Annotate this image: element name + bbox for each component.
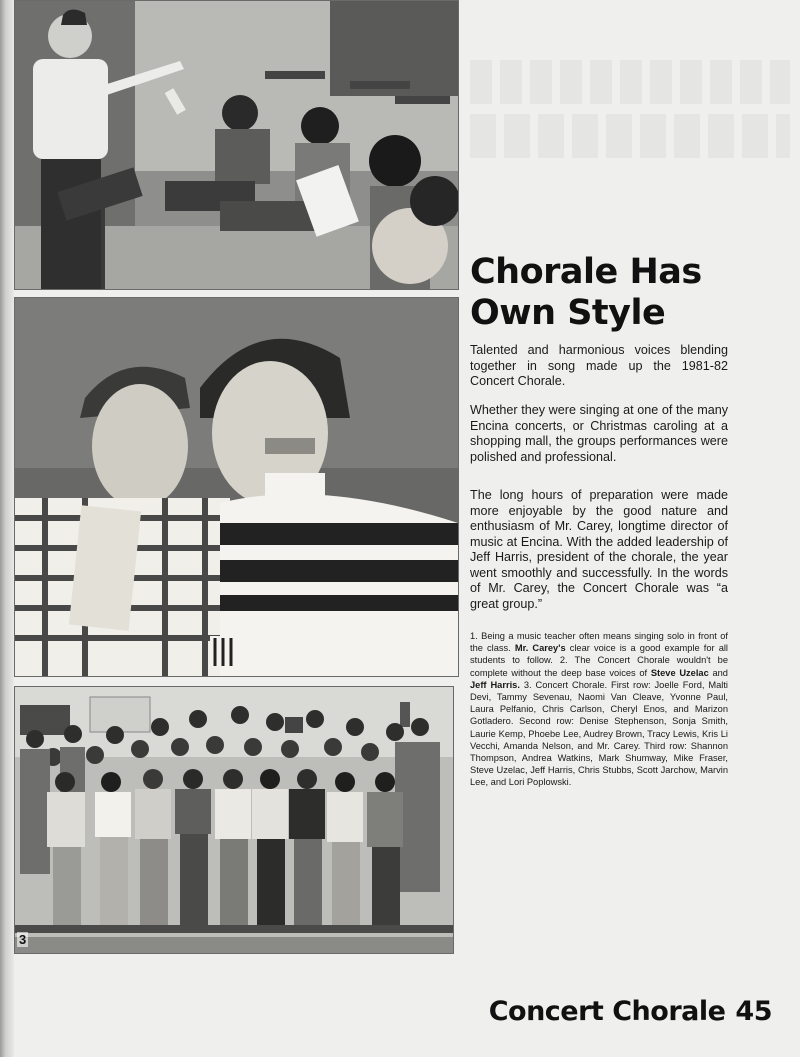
bleed-through-text — [470, 60, 790, 158]
body-paragraph-3: The long hours of preparation were made more enjoyable by the good nature and enthusiasm of Mr. Carey, longtime director of music at Encina. With the added leadership of Jeff Harris, president of the chorale, the year went smoothly and successfully. In the words of Mr. Carey, the Concert Chorale was “a great group.” — [470, 488, 728, 611]
headline-line-1: Chorale Has — [470, 252, 702, 292]
caption-part-2: clear voice is a good example for all students to follow. 2. The Concert Chorale wouldn't be complete without the deep base voices of — [470, 643, 729, 678]
footer-section-title: Concert Chorale — [488, 996, 726, 1027]
page-number: 45 — [735, 996, 772, 1027]
body-paragraph-2: Whether they were singing at one of the many Encina concerts, or Christmas caroling at a shopping mall, the groups performances were polished and professional. — [470, 403, 728, 464]
photo-number-label: 3 — [19, 932, 27, 947]
caption-name-harris: Jeff Harris. — [470, 679, 520, 690]
body-paragraph-1: Talented and harmonious voices blending together in song made up the 1981-82 Concert Chorale. — [470, 343, 728, 388]
caption-part-1: 1. Being a music teacher often means singing solo in front of the class. — [470, 631, 728, 654]
photo-teacher-classroom — [14, 0, 459, 290]
headline-line-2: Own Style — [470, 293, 666, 333]
article-headline — [470, 252, 790, 334]
caption-and: and — [712, 667, 728, 678]
photo-two-singers — [14, 297, 459, 677]
caption-name-carey: Mr. Carey's — [514, 643, 566, 654]
page-binding-edge — [0, 0, 14, 1057]
photo-captions — [470, 630, 728, 789]
page-footer — [489, 996, 772, 1027]
photo-concert-chorale-group — [14, 686, 454, 954]
caption-part-3: 3. Concert Chorale. First row: Joelle Ford, Malti Devi, Tammy Sevenau, Naomi Van Cleave, Yvonne Paul, Laura Pelfanio, Chris Carlson, Cheryl Enos, and Marizon Gotladero. Second row: Denise Stephenson, Sonja Smith, Laurie Kemp, Phoebe Lee, Audrey Brown, Tracy Lewis, Kris Li Vecchi, Amanda Nelson, and Mr. Carey. Third row: Shannon Thompson, Andrea Watkins, Mark Shumway, Mike Fraser, Steve Uzelac, Jeff Harris, Chris Stubbs, Scott Jarchow, Marvin Lee, and Lori Poplowski. — [470, 679, 728, 788]
caption-name-uzelac: Steve Uzelac — [650, 667, 709, 678]
